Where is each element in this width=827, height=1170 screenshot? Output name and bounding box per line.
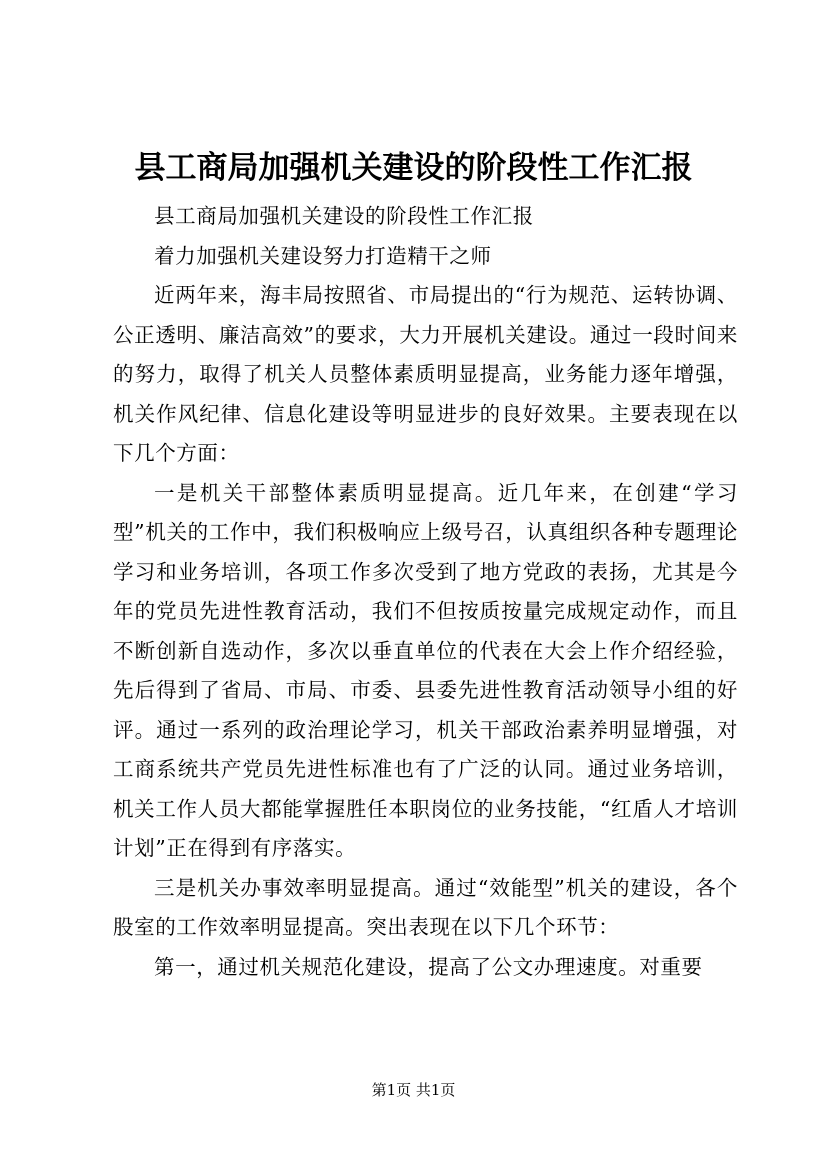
paragraph-point-three: 三是机关办事效率明显提高。通过“效能型”机关的建设，各个股室的工作效率明显提高。突出表现在以下几个环节： xyxy=(113,875,738,939)
paragraph-point-one: 一是机关干部整体素质明显提高。近几年来，在创建“学习型”机关的工作中，我们积极响应上级号召，认真组织各种专题理论学习和业务培训，各项工作多次受到了地方党政的表扬，尤其是今年的党员先进性教育活动，我们不但按质按量完成规定动作，而且不断创新自选动作，多次以垂直单位的代表在大会上作介绍经验，先后得到了省局、市局、市委、县委先进性教育活动领导小组的好评。通过一系列的政治理论学习，机关干部政治素养明显增强，对工商系统共产党员先进性标准也有了广泛的认同。通过业务培训，机关工作人员大都能掌握胜任本职岗位的业务技能，“红盾人才培训计划”正在得到有序落实。 xyxy=(113,480,738,860)
paragraph-slogan: 着力加强机关建设努力打造精干之师 xyxy=(154,243,492,268)
page-number-footer: 第1页 共1页 xyxy=(371,1081,456,1099)
document-body xyxy=(113,197,738,987)
paragraph-first-item: 第一，通过机关规范化建设，提高了公文办理速度。对重要 xyxy=(154,954,703,979)
paragraph-subtitle: 县工商局加强机关建设的阶段性工作汇报 xyxy=(154,204,534,228)
document-title: 县工商局加强机关建设的阶段性工作汇报 xyxy=(134,150,693,186)
paragraph-intro: 近两年来，海丰局按照省、市局提出的“行为规范、运转协调、公正透明、廉洁高效”的要求，大力开展机关建设。通过一段时间来的努力，取得了机关人员整体素质明显提高，业务能力逐年增强，机关作风纪律、信息化建设等明显进步的良好效果。主要表现在以下几个方面： xyxy=(113,283,738,465)
